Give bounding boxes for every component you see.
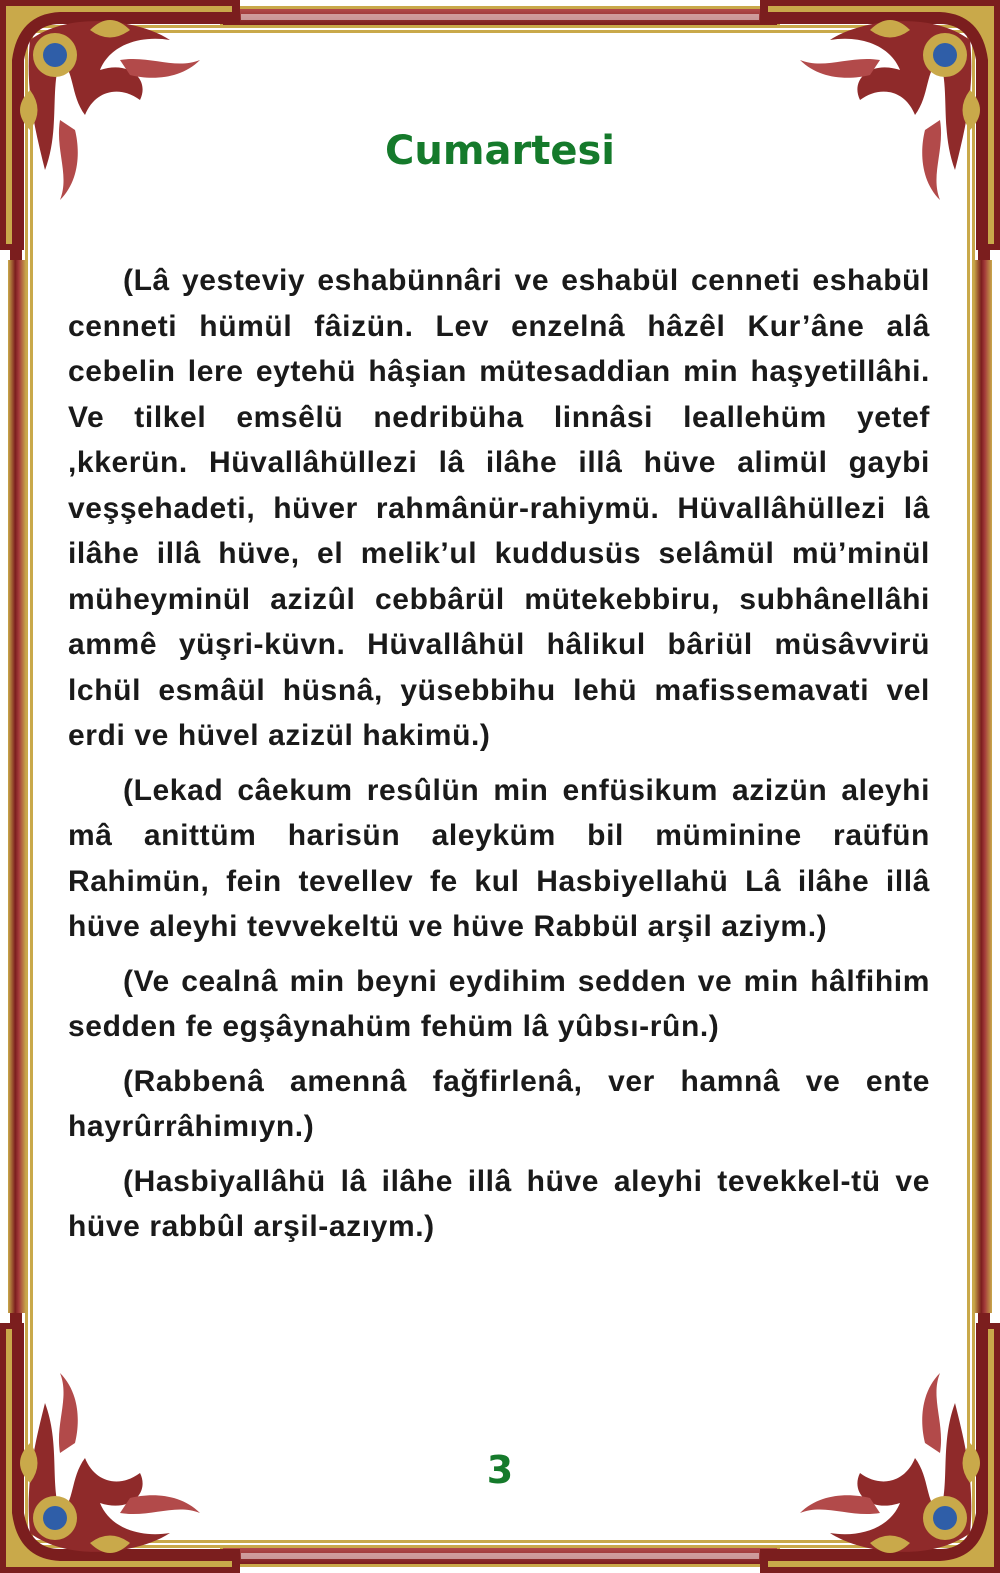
paragraph: (Hasbiyallâhü lâ ilâhe illâ hüve aleyhi tevekkel-tü ve hüve rabbûl arşil-azıym.) <box>68 1164 930 1243</box>
corner-ornament-top-left <box>0 0 240 250</box>
paragraph: (Rabbenâ amennâ fağfirlenâ, ver hamnâ ve ente hayrûrrâhimıyn.) <box>68 1064 930 1143</box>
frame-left-band <box>8 260 26 1313</box>
paragraph: (Lâ yesteviy eshabünnâri ve eshabül cenneti eshabül cenneti hümül fâizün. Lev enzelnâ hâzêl Kur’âne alâ cebelin lere eytehü hâşian mütesaddian min haşyetillâhi. Ve tilkel emsêlü nedribüha linnâsi leallehüm yetef ,kkerün. Hüvallâhüllezi lâ ilâhe illâ hüve alimül gaybi veşşehadeti, hüver rahmânür-rahiymü. Hüvallâhüllezi lâ ilâhe illâ hüve, el melik’ul kuddusüs selâmül mü’minül müheyminül azizûl cebbârül mütekebbiru, subhânellâhi ammê yüşri-küvn. Hüvallâhül hâlikul bâriül müsâvvirü lchül esmâül hüsnâ, yüsebbihu lehü mafissemavati vel erdi ve hüvel azizül hakimü.) <box>68 264 930 752</box>
frame-bottom-band <box>220 1545 780 1567</box>
paragraph: (Lekad câekum resûlün min enfüsikum azizün aleyhi mâ anittüm harisün aleyküm bil müminine raüfün Rahimün, fein tevellev fe kul Hasbiyellahü Lâ ilâhe illâ hüve aleyhi tevvekeltü ve hüve Rabbül arşil aziym.) <box>68 773 930 943</box>
frame-top-band <box>220 6 780 28</box>
page-title: Cumartesi <box>385 128 615 174</box>
page-number: 3 <box>486 1448 514 1492</box>
frame-right-band <box>974 260 992 1313</box>
prayer-text <box>68 258 930 1259</box>
corner-ornament-top-right <box>760 0 1000 250</box>
paragraph: (Ve cealnâ min beyni eydihim sedden ve min hâlfihim sedden fe egşâynahüm fehüm lâ yûbsı-rûn.) <box>68 964 930 1043</box>
